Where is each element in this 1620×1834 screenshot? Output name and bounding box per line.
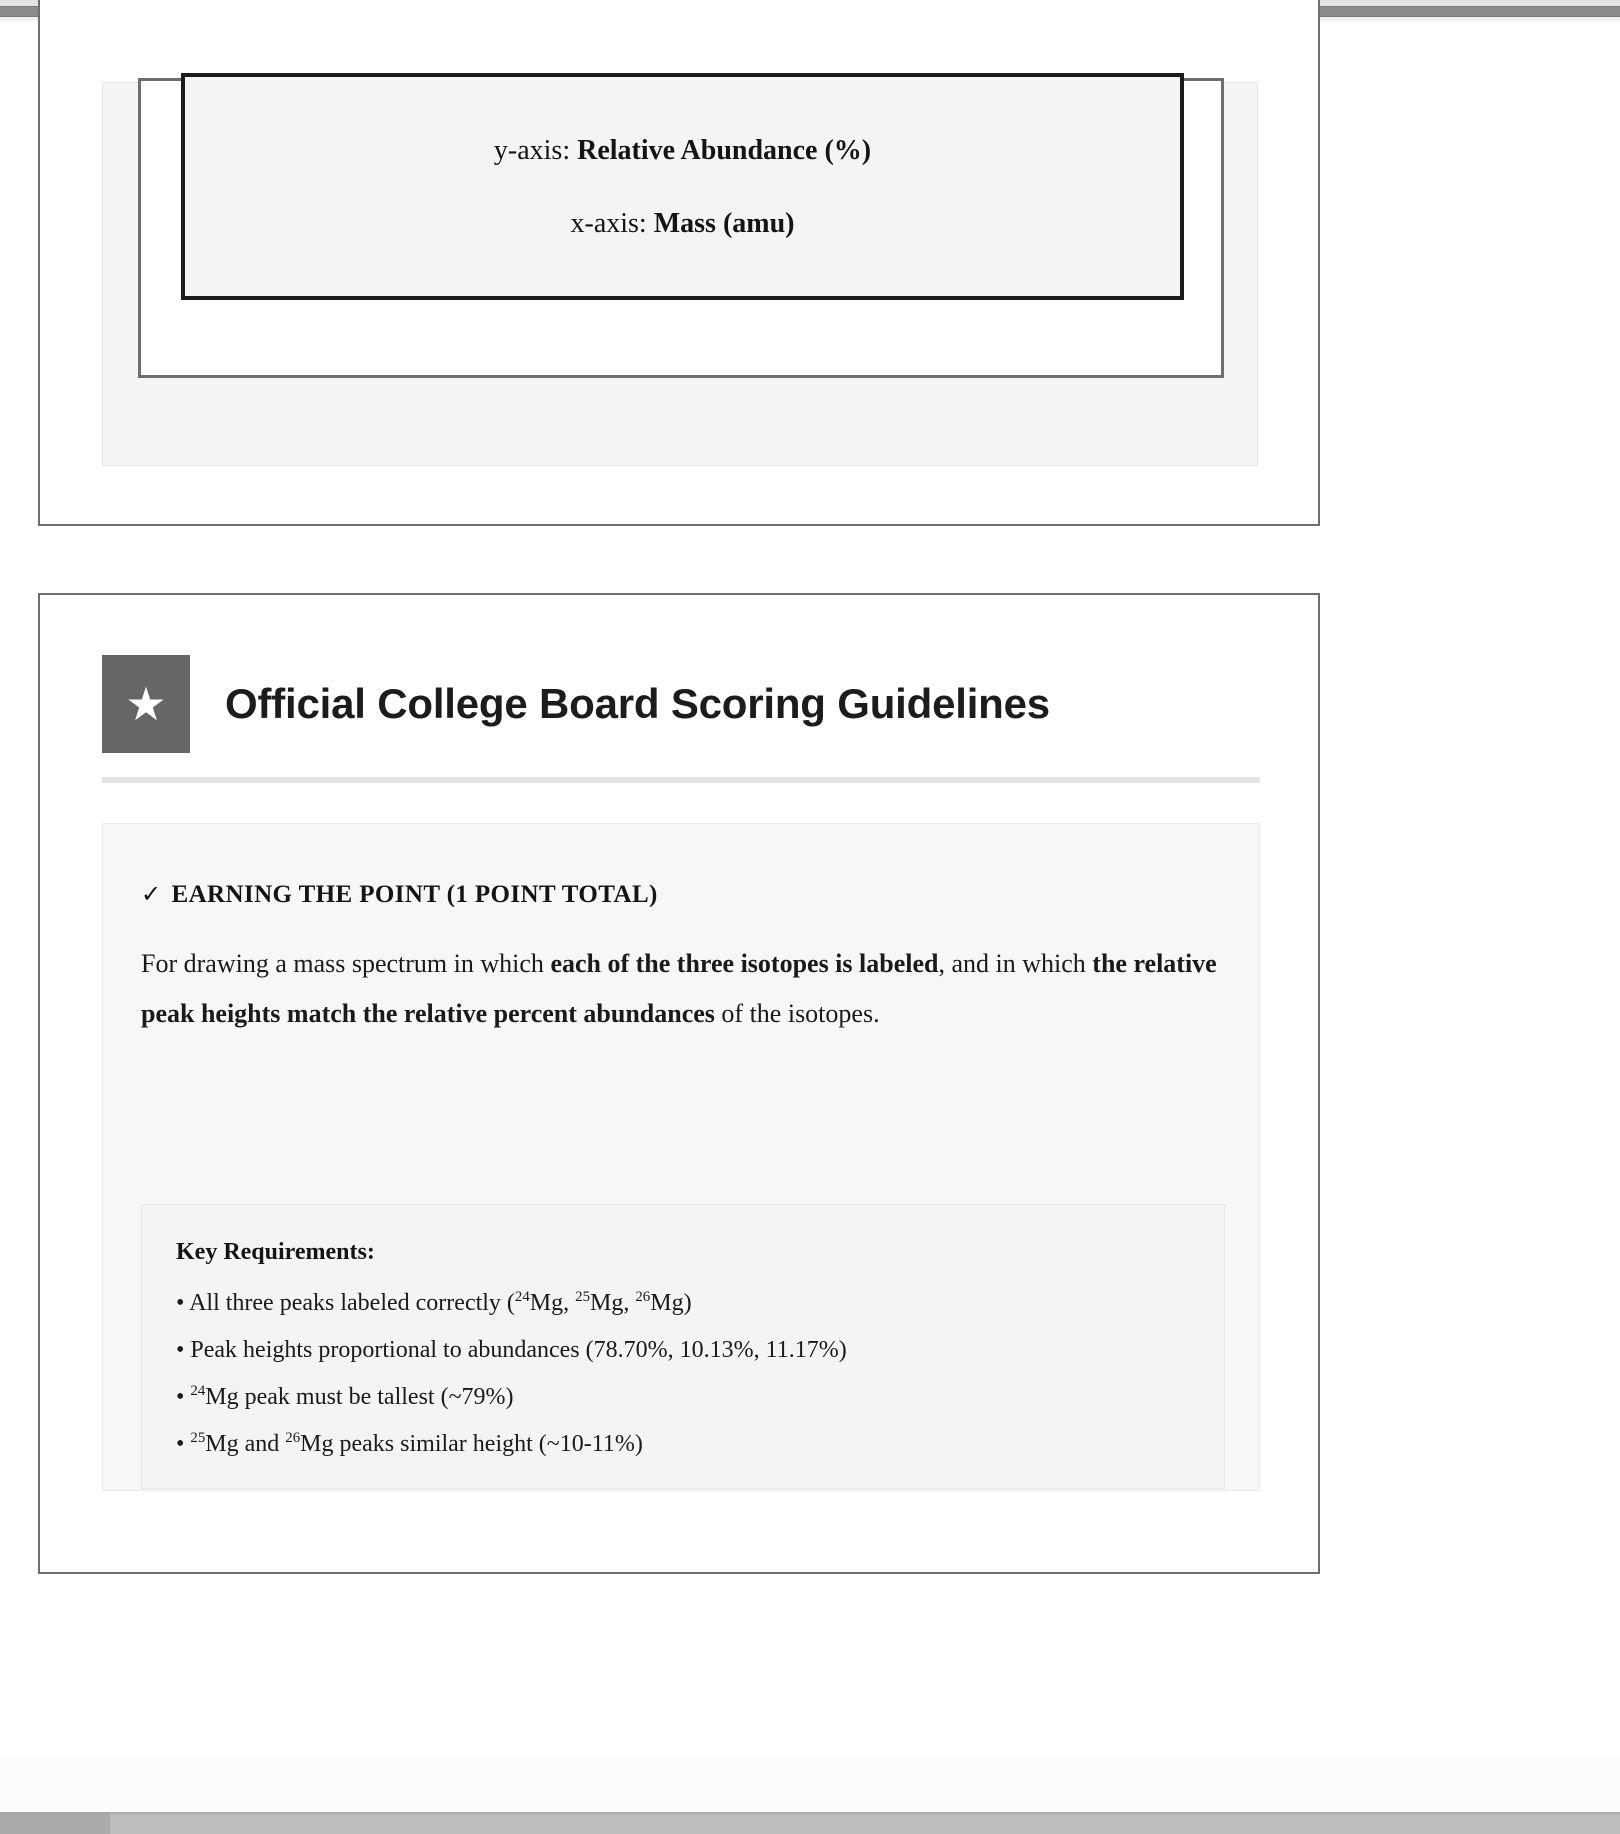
isotope-superscript: 25 <box>190 1430 206 1447</box>
list-item <box>176 1327 1224 1374</box>
star-glyph: ★ <box>125 677 167 731</box>
bottom-gap <box>0 1754 1620 1812</box>
bullet-marker: • <box>176 1290 190 1316</box>
bullet-marker: • <box>176 1384 191 1411</box>
list-item-text: Mg) <box>650 1290 692 1316</box>
earning-the-point-heading <box>141 880 1259 909</box>
list-item-text: Mg and <box>205 1431 286 1458</box>
para-bold-1: each of the three isotopes is labeled <box>550 949 939 978</box>
earning-heading-text: EARNING THE POINT (1 POINT TOTAL) <box>171 881 658 908</box>
isotope-superscript: 26 <box>635 1289 651 1305</box>
bullet-marker: • <box>176 1431 191 1458</box>
y-axis-prefix: y-axis: <box>493 134 578 166</box>
scoring-guidelines-card <box>38 593 1320 1574</box>
isotope-superscript: 26 <box>285 1430 301 1447</box>
horizontal-scrollbar-thumb[interactable] <box>0 1813 110 1834</box>
guidelines-header <box>102 655 1050 753</box>
bullet-marker: • <box>176 1337 191 1364</box>
guidelines-body-panel <box>102 823 1260 1491</box>
axis-label-card <box>38 0 1320 526</box>
list-item <box>176 1421 1224 1468</box>
list-item-text: Mg, <box>590 1290 636 1316</box>
axis-inner-panel <box>102 82 1258 466</box>
horizontal-scrollbar-track[interactable] <box>110 1813 1620 1834</box>
para-bold-2: the relative peak heights match the relative percent abundances <box>141 949 1217 1028</box>
isotope-superscript: 24 <box>514 1289 530 1305</box>
star-icon <box>102 655 190 753</box>
para-part-1: For drawing a mass spectrum in which <box>141 949 551 978</box>
list-item-text: Mg, <box>529 1290 576 1316</box>
para-part-2: , and in which <box>938 949 1093 978</box>
x-axis-label-line <box>571 206 795 241</box>
axis-mid-frame <box>138 78 1224 378</box>
x-axis-label: Mass (amu) <box>653 207 795 239</box>
earning-paragraph <box>141 939 1221 1039</box>
horizontal-scrollbar[interactable] <box>0 1812 1620 1834</box>
y-axis-label: Relative Abundance (%) <box>577 134 872 166</box>
isotope-superscript: 25 <box>575 1289 591 1305</box>
header-divider <box>102 777 1260 783</box>
key-requirements-box <box>141 1204 1225 1489</box>
list-item <box>176 1374 1224 1421</box>
key-requirements-title: Key Requirements: <box>176 1239 375 1265</box>
list-item-text: Mg peak must be tallest (~79%) <box>205 1384 514 1411</box>
axis-label-box <box>181 73 1184 300</box>
check-icon: ✓ <box>141 880 162 908</box>
y-axis-label-line <box>494 133 871 168</box>
page-title: Official College Board Scoring Guidelines <box>225 680 1050 727</box>
isotope-superscript: 24 <box>190 1383 206 1400</box>
key-requirements-list <box>176 1280 1224 1468</box>
list-item <box>176 1280 1224 1327</box>
x-axis-prefix: x-axis: <box>570 207 654 239</box>
para-part-3: of the isotopes. <box>714 998 880 1028</box>
list-item-text: Peak heights proportional to abundances (78.70%, 10.13%, 11.17%) <box>190 1337 847 1364</box>
list-item-text: All three peaks labeled correctly ( <box>189 1290 515 1316</box>
list-item-text: Mg peaks similar height (~10-11%) <box>300 1431 643 1458</box>
